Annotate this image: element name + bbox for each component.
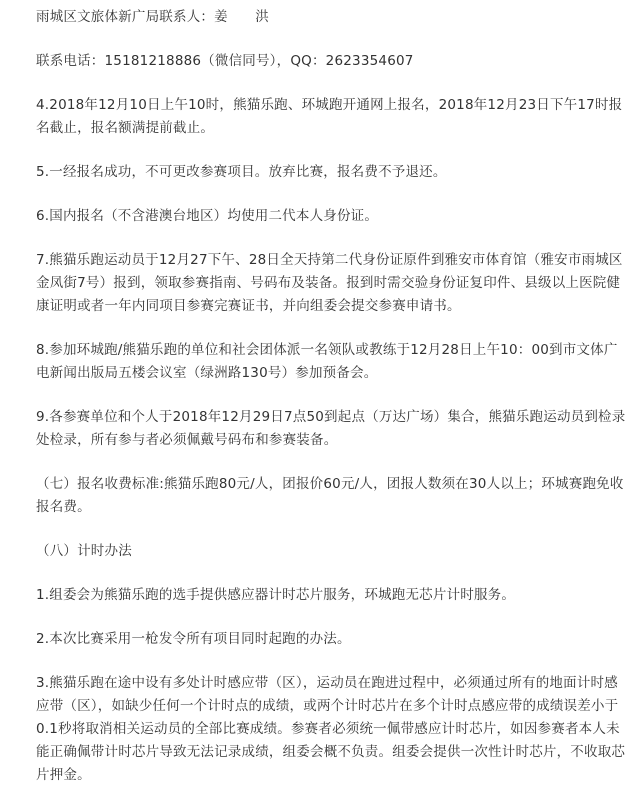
item-7-check-in: 7.熊猫乐跑运动员于12月27下午、28日全天持第二代身份证原件到雅安市体育馆（雅安市雨城区金凤街7号）报到，领取参赛指南、号码布及装备。报到时需交验身份证复印件、县级以上医院健康证明或者一年内同项目参赛完赛证书，并向组委会提交参赛申请书。	[36, 252, 623, 314]
section-8-heading: （八）计时办法	[36, 543, 132, 559]
document-body	[36, 6, 628, 808]
contact-person: 雨城区文旅体新广局联系人：姜 洪	[36, 9, 269, 25]
section-7-fees: （七）报名收费标准:熊猫乐跑80元/人，团报价60元/人，团报人数须在30人以上；环城赛跑免收报名费。	[36, 476, 624, 515]
timing-item-3: 3.熊猫乐跑在途中设有多处计时感应带（区），运动员在跑进过程中，必须通过所有的地面计时感应带（区），如缺少任何一个计时点的成绩，或两个计时芯片在多个计时点感应带的成绩误差小于0.1秒将取消相关运动员的全部比赛成绩。参赛者必须统一佩带感应计时芯片，如因参赛者本人未能正确佩带计时芯片导致无法记录成绩，组委会概不负责。组委会提供一次性计时芯片，不收取芯片押金。	[36, 675, 626, 783]
item-8-preparatory-meeting: 8.参加环城跑/熊猫乐跑的单位和社会团体派一名领队或教练于12月28日上午10：00到市文体广电新闻出版局五楼会议室（绿洲路130号）参加预备会。	[36, 342, 618, 381]
item-4-registration-time: 4.2018年12月10日上午10时，熊猫乐跑、环城跑开通网上报名，2018年12月23日下午17时报名截止，报名额满提前截止。	[36, 97, 623, 136]
contact-phone: 联系电话：15181218886（微信同号），QQ：2623354607	[36, 53, 414, 69]
timing-item-2: 2.本次比赛采用一枪发令所有项目同时起跑的办法。	[36, 631, 351, 647]
timing-item-1: 1.组委会为熊猫乐跑的选手提供感应器计时芯片服务，环城跑无芯片计时服务。	[36, 587, 516, 603]
item-5-no-change: 5.一经报名成功，不可更改参赛项目。放弃比赛，报名费不予退还。	[36, 164, 447, 180]
item-9-assembly: 9.各参赛单位和个人于2018年12月29日7点50到起点（万达广场）集合，熊猫乐跑运动员到检录处检录，所有参与者必须佩戴号码布和参赛装备。	[36, 409, 626, 448]
item-6-id-card: 6.国内报名（不含港澳台地区）均使用二代本人身份证。	[36, 208, 379, 224]
